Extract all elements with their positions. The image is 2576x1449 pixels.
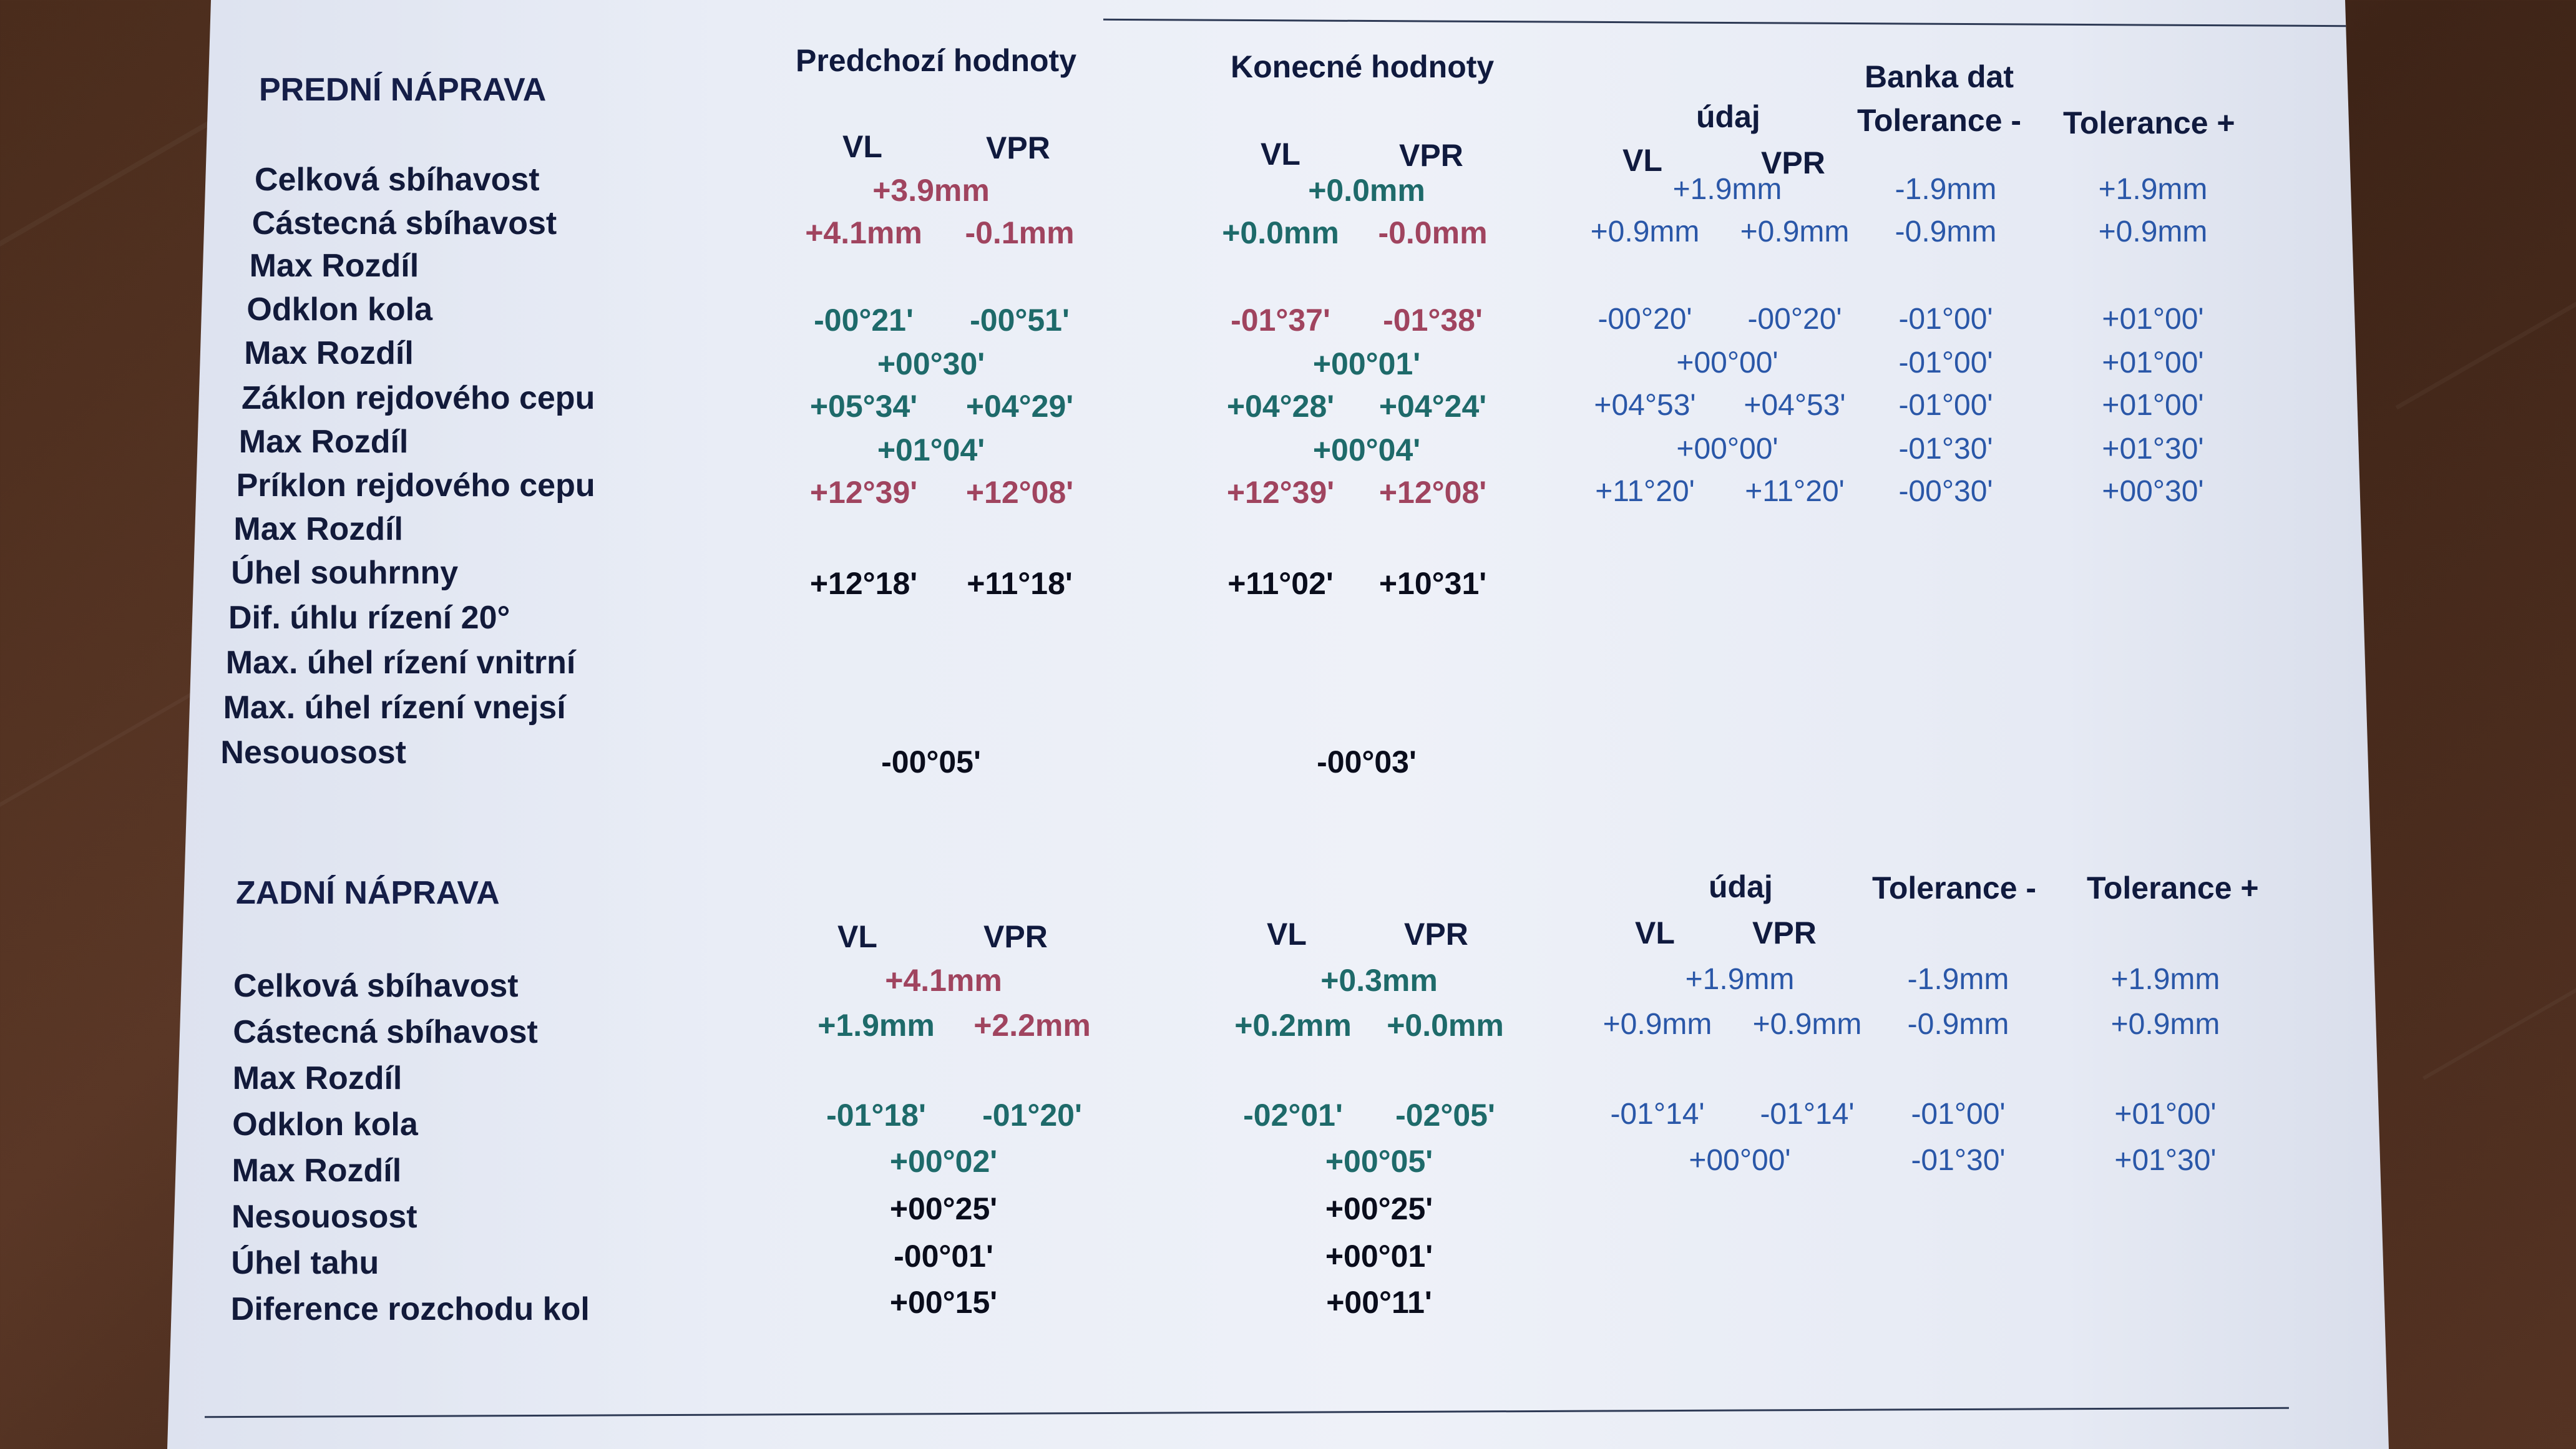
row-label: Nesouosost [220,734,406,771]
header-vpr: VPR [1752,915,1817,950]
header-vpr: VPR [986,130,1050,165]
header-vl: VL [842,129,882,164]
row-label: Max Rozdíl [249,248,419,284]
value-cell: -00°03' [1317,744,1417,779]
value-cell: +00°11' [1326,1285,1432,1320]
value-cell: -1.9mm [1895,173,1997,206]
header-previous-values: Predchozí hodnoty [796,43,1076,78]
value-cell: +12°08' [1378,475,1487,510]
row-label: Max Rozdíl [233,511,403,547]
value-cell: +12°39' [809,475,918,510]
value-cell: -01°38' [1383,303,1483,338]
value-cell: +05°34' [809,389,918,424]
value-cell: +01°04' [877,432,985,467]
value-cell: +01°30' [2114,1144,2217,1177]
value-cell: +12°08' [965,475,1074,510]
row-label: Max Rozdíl [232,1060,402,1096]
value-cell: +1.9mm [2110,963,2220,996]
header-vpr: VPR [1399,138,1463,173]
value-cell: +01°00' [2102,303,2204,336]
value-cell: +4.1mm [885,963,1002,998]
value-cell: +00°25' [1325,1191,1433,1226]
value-cell: +0.0mm [1308,173,1425,208]
value-cell: -00°21' [814,303,914,338]
value-cell: +00°01' [1312,346,1421,381]
value-cell: +00°01' [1325,1239,1433,1274]
header-vpr: VPR [1404,917,1468,952]
value-cell: +12°39' [1226,475,1335,510]
value-cell: +04°29' [965,389,1074,424]
value-cell: +2.2mm [973,1008,1091,1043]
value-cell: +0.9mm [2098,215,2208,248]
header-vpr: VPR [1761,145,1825,180]
value-cell: +11°20' [1745,475,1845,508]
row-label: Dif. úhlu rízení 20° [228,600,510,636]
row-label: Úhel tahu [231,1245,379,1281]
header-vl: VL [1622,143,1662,178]
value-cell: -00°01' [894,1239,993,1274]
value-cell: +1.9mm [2098,173,2208,206]
row-label: Max. úhel rízení vnitrní [225,645,576,681]
value-cell: -1.9mm [1907,963,2009,996]
header-tolerance-minus: Tolerance - [1872,871,2037,905]
bottom-rule [205,1407,2289,1418]
value-cell: +0.0mm [1387,1008,1504,1043]
value-cell: -00°30' [1898,475,1993,508]
top-rule [1103,19,2351,27]
value-cell: -00°51' [970,303,1070,338]
value-cell: +00°30' [2102,475,2204,508]
value-cell: +0.9mm [1740,215,1850,248]
row-label: Max. úhel rízení vnejsí [223,690,566,726]
value-cell: -02°05' [1395,1098,1495,1133]
value-cell: +00°02' [889,1144,998,1179]
value-cell: -00°20' [1747,303,1842,336]
value-cell: -01°00' [1898,303,1993,336]
value-cell: -01°37' [1231,303,1330,338]
header-udaj: údaj [1696,99,1760,134]
value-cell: -02°01' [1243,1098,1343,1133]
header-tolerance-plus: Tolerance + [2063,105,2235,140]
value-cell: -00°05' [881,744,981,779]
header-vl: VL [1635,915,1675,950]
value-cell: +3.9mm [872,173,990,208]
header-vl: VL [1261,137,1300,172]
value-cell: -01°00' [1911,1098,2006,1131]
value-cell: +01°30' [2102,432,2204,466]
value-cell: -0.9mm [1895,215,1997,248]
header-udaj: údaj [1709,869,1773,904]
value-cell: -01°30' [1911,1144,2006,1177]
value-cell: +0.9mm [1590,215,1700,248]
header-tolerance-minus: Tolerance - [1857,103,2022,138]
row-label: Diference rozchodu kol [230,1291,590,1327]
value-cell: -01°00' [1898,346,1993,379]
row-label: Odklon kola [232,1106,418,1143]
value-cell: +00°00' [1676,432,1778,466]
value-cell: +11°02' [1227,566,1334,601]
value-cell: +0.3mm [1320,963,1438,998]
value-cell: -01°30' [1898,432,1993,466]
value-cell: +4.1mm [805,215,922,250]
header-vpr: VPR [983,919,1048,954]
value-cell: +01°00' [2102,389,2204,422]
value-cell: -0.0mm [1378,215,1488,250]
front-section-title: PREDNÍ NÁPRAVA [259,72,547,108]
value-cell: +0.9mm [2110,1008,2220,1041]
row-label: Príklon rejdového cepu [236,467,595,504]
value-cell: +00°00' [1689,1144,1791,1177]
value-cell: -00°20' [1598,303,1692,336]
header-tolerance-plus: Tolerance + [2087,871,2259,905]
value-cell: +1.9mm [1685,963,1795,996]
row-label: Max Rozdíl [232,1153,402,1189]
value-cell: +0.9mm [1752,1008,1862,1041]
value-cell: +00°15' [889,1285,998,1320]
row-label: Odklon kola [246,291,432,328]
value-cell: +11°20' [1595,475,1695,508]
value-cell: +01°00' [2114,1098,2217,1131]
value-cell: -01°20' [982,1098,1082,1133]
value-cell: +01°00' [2102,346,2204,379]
row-label: Celková sbíhavost [233,968,519,1004]
value-cell: -0.9mm [1907,1008,2009,1041]
value-cell: +00°05' [1325,1144,1433,1179]
value-cell: -0.1mm [965,215,1075,250]
value-cell: +04°53' [1594,389,1696,422]
row-label: Cástecná sbíhavost [251,205,557,242]
value-cell: -01°14' [1610,1098,1705,1131]
value-cell: +00°00' [1676,346,1778,379]
value-cell: +04°53' [1744,389,1846,422]
row-label: Úhel souhrnny [231,555,459,591]
value-cell: +00°25' [889,1191,998,1226]
value-cell: +10°31' [1378,566,1487,601]
value-cell: -01°14' [1760,1098,1855,1131]
row-label: Cástecná sbíhavost [233,1014,538,1050]
value-cell: +11°18' [967,566,1073,601]
value-cell: +1.9mm [817,1008,935,1043]
row-label: Max Rozdíl [238,424,409,460]
row-label: Celková sbíhavost [255,162,540,198]
value-cell: +04°28' [1226,389,1335,424]
value-cell: -01°18' [826,1098,926,1133]
value-cell: +0.0mm [1222,215,1339,250]
header-vl: VL [1267,917,1307,952]
header-vl: VL [837,919,877,954]
value-cell: +04°24' [1378,389,1487,424]
value-cell: +0.2mm [1234,1008,1352,1043]
row-label: Max Rozdíl [244,335,414,371]
row-label: Nesouosost [232,1199,417,1235]
value-cell: +1.9mm [1672,173,1782,206]
header-data-bank: Banka dat [1865,59,2014,94]
rear-section-title: ZADNÍ NÁPRAVA [236,875,500,911]
value-cell: +0.9mm [1603,1008,1712,1041]
row-label: Záklon rejdového cepu [242,380,595,416]
value-cell: -01°00' [1898,389,1993,422]
value-cell: +00°04' [1312,432,1421,467]
value-cell: +00°30' [877,346,985,381]
value-cell: +12°18' [809,566,918,601]
header-final-values: Konecné hodnoty [1231,49,1495,84]
